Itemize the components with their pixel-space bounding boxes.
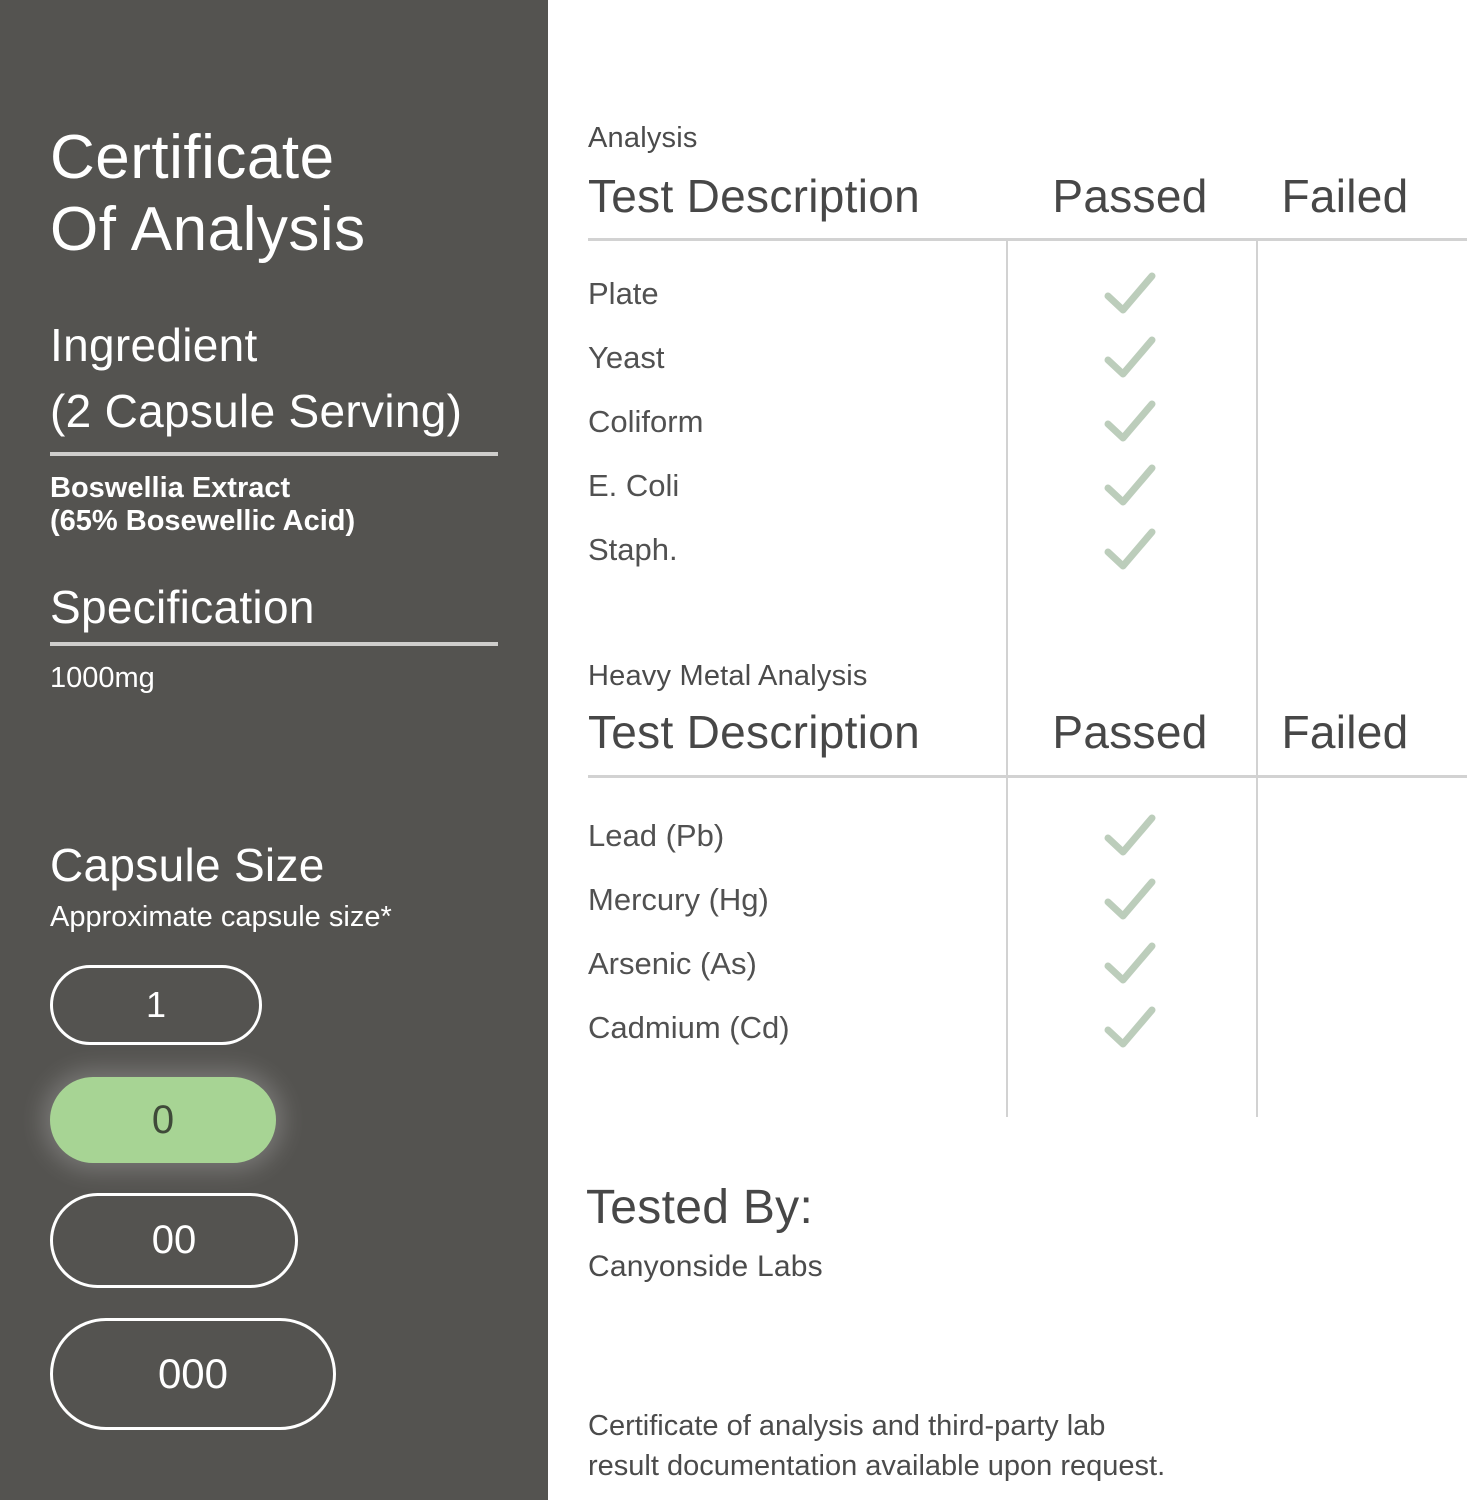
passed-column-right-divider (1256, 238, 1258, 1117)
footer-note-line2: result documentation available upon request. (588, 1450, 1166, 1482)
check-icon (1102, 399, 1158, 443)
analysis-section-label: Analysis (588, 122, 698, 154)
capsule-size-subheading: Approximate capsule size* (50, 901, 392, 933)
analysis-table-header-divider (588, 238, 1467, 241)
heavy-metal-table-header-divider (588, 775, 1467, 778)
capsule-size-heading: Capsule Size (50, 839, 325, 891)
heavy-metal-section-label: Heavy Metal Analysis (588, 660, 868, 692)
ingredient-value (50, 472, 355, 538)
specification-value: 1000mg (50, 662, 155, 694)
specification-heading: Specification (50, 581, 315, 633)
analysis-row-test-name: Coliform (588, 404, 704, 439)
check-icon (1102, 813, 1158, 857)
analysis-row-test-name: Staph. (588, 532, 678, 567)
analysis-col-passed: Passed (1052, 170, 1208, 222)
footer-note-line1: Certificate of analysis and third-party lab (588, 1410, 1106, 1442)
capsule-size-option-000[interactable] (50, 1318, 336, 1430)
analysis-row-test-name: E. Coli (588, 468, 680, 503)
capsule-size-option-00[interactable] (50, 1193, 298, 1288)
capsule-size-option-1[interactable] (50, 965, 262, 1045)
ingredient-heading-line1: Ingredient (50, 319, 258, 371)
check-icon (1102, 941, 1158, 985)
ingredient-divider (50, 452, 498, 456)
check-icon (1102, 271, 1158, 315)
capsule-size-option-0[interactable] (50, 1077, 276, 1163)
sidebar (0, 0, 548, 1500)
ingredient-value-line1: Boswellia Extract (50, 472, 291, 504)
check-icon (1102, 1005, 1158, 1049)
check-icon (1102, 463, 1158, 507)
specification-divider (50, 642, 498, 646)
check-icon (1102, 527, 1158, 571)
analysis-col-failed: Failed (1281, 170, 1409, 222)
page-title-line2: Of Analysis (50, 195, 366, 264)
capsule-size-option-1-label: 1 (145, 984, 167, 1025)
capsule-size-option-000-label: 000 (157, 1350, 229, 1397)
heavy-metal-row-test-name: Arsenic (As) (588, 946, 757, 981)
capsule-size-option-00-label: 00 (151, 1218, 197, 1262)
heavy-metal-row-test-name: Cadmium (Cd) (588, 1010, 790, 1045)
ingredient-value-line2: (65% Bosewellic Acid) (50, 505, 356, 537)
heavy-metal-col-passed: Passed (1052, 706, 1208, 758)
heavy-metal-col-failed: Failed (1281, 706, 1409, 758)
ingredient-heading-line2: (2 Capsule Serving) (50, 385, 463, 437)
analysis-row-test-name: Plate (588, 276, 659, 311)
page-title-line1: Certificate (50, 123, 335, 192)
analysis-row-test-name: Yeast (588, 340, 665, 375)
heavy-metal-col-test-description: Test Description (588, 706, 921, 758)
heavy-metal-row-test-name: Mercury (Hg) (588, 882, 769, 917)
ingredient-heading (50, 312, 462, 444)
heavy-metal-row-test-name: Lead (Pb) (588, 818, 725, 853)
page-title (50, 122, 366, 266)
capsule-size-option-0-label: 0 (151, 1097, 175, 1142)
tested-by-heading: Tested By: (586, 1181, 814, 1234)
passed-column-left-divider (1006, 238, 1008, 1117)
tested-by-value: Canyonside Labs (588, 1250, 823, 1283)
analysis-col-test-description: Test Description (588, 170, 921, 222)
check-icon (1102, 877, 1158, 921)
check-icon (1102, 335, 1158, 379)
